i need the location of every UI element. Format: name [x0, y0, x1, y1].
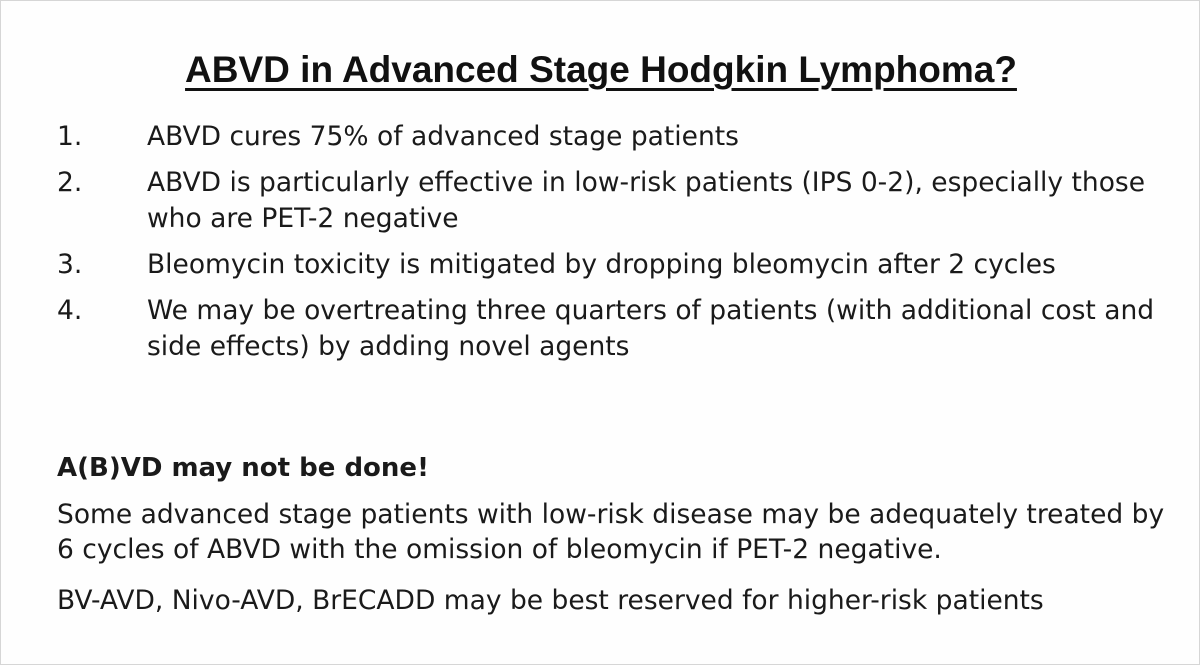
list-item-number: 2. — [57, 167, 83, 198]
list-item-number: 3. — [57, 249, 83, 280]
slide-title: ABVD in Advanced Stage Hodgkin Lymphoma? — [185, 49, 1017, 90]
list-item — [57, 165, 1177, 237]
key-points-list — [57, 119, 1177, 375]
list-item-number: 4. — [57, 295, 83, 326]
conclusion-paragraph: BV-AVD, Nivo-AVD, BrECADD may be best reserved for higher-risk patients — [57, 585, 1044, 616]
list-item-text: We may be overtreating three quarters of patients (with additional cost and side effects) by adding novel agents — [147, 295, 1155, 362]
list-item-text: ABVD is particularly effective in low-risk patients (IPS 0-2), especially those who are PET-2 negative — [147, 167, 1146, 234]
list-item — [57, 119, 1177, 155]
list-item-text: Bleomycin toxicity is mitigated by dropping bleomycin after 2 cycles — [147, 249, 1056, 280]
list-item — [57, 293, 1177, 365]
conclusion-heading: A(B)VD may not be done! — [57, 453, 429, 483]
list-item-number: 1. — [57, 121, 83, 152]
conclusion-paragraph: Some advanced stage patients with low-risk disease may be adequately treated by 6 cycles of ABVD with the omission of bleomycin if PET-2 negative. — [57, 499, 1165, 565]
list-item-text: ABVD cures 75% of advanced stage patients — [147, 121, 739, 152]
list-item — [57, 247, 1177, 283]
